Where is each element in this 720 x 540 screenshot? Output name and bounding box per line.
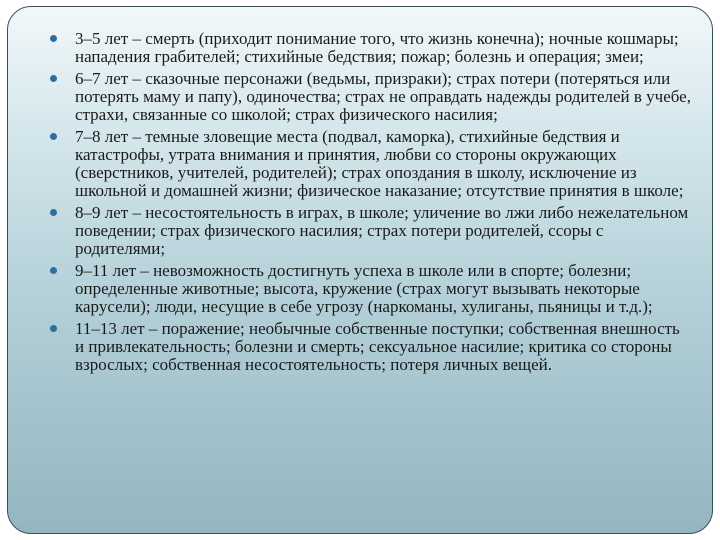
list-item-text: 9–11 лет – невозможность достигнуть успеха в школе или в спорте; болезни; определенные животные; высота, кружение (страх могут вызывать некоторые карусели); люди, несущие в себе угрозу (наркоманы, хулиганы, пьяницы и т.д.);	[75, 261, 653, 316]
list-item	[48, 320, 693, 374]
list-item-text: 3–5 лет – смерть (приходит понимание того, что жизнь конечна); ночные кошмары; нападения грабителей; стихийные бедствия; пожар; болезнь и операция; змеи;	[75, 29, 679, 66]
bullet-dot-icon	[50, 325, 57, 332]
bullet-dot-icon	[50, 267, 57, 274]
slide-panel	[7, 6, 713, 534]
list-item	[48, 262, 693, 316]
list-item-text: 6–7 лет – сказочные персонажи (ведьмы, призраки); страх потери (потеряться или потерять маму и папу), одиночества; страх не оправдать надежды родителей в учебе, страхи, связанные со школой; страх физического насилия;	[75, 69, 691, 124]
bullet-dot-icon	[50, 35, 57, 42]
list-item-text: 8–9 лет – несостоятельность в играх, в школе; уличение во лжи либо нежелательном поведении; страх физического насилия; страх потери родителей, ссоры с родителями;	[75, 203, 689, 258]
list-item	[48, 70, 693, 124]
fears-list	[48, 30, 693, 378]
bullet-dot-icon	[50, 133, 57, 140]
list-item	[48, 30, 693, 66]
list-item	[48, 128, 693, 200]
list-item	[48, 204, 693, 258]
list-item-text: 7–8 лет – темные зловещие места (подвал, каморка), стихийные бедствия и катастрофы, утрата внимания и принятия, любви со стороны окружающих (сверстников, учителей, родителей); страх опоздания в школу, исключение из школьной и домашней жизни; физическое наказание; отсутствие принятия в школе;	[75, 127, 684, 200]
bullet-dot-icon	[50, 75, 57, 82]
list-item-text: 11–13 лет – поражение; необычные собственные поступки; собственная внешность и привлекательность; болезни и смерть; сексуальное насилие; критика со стороны взрослых; собственная несостоятельность; потеря личных вещей.	[75, 319, 680, 374]
bullet-dot-icon	[50, 209, 57, 216]
